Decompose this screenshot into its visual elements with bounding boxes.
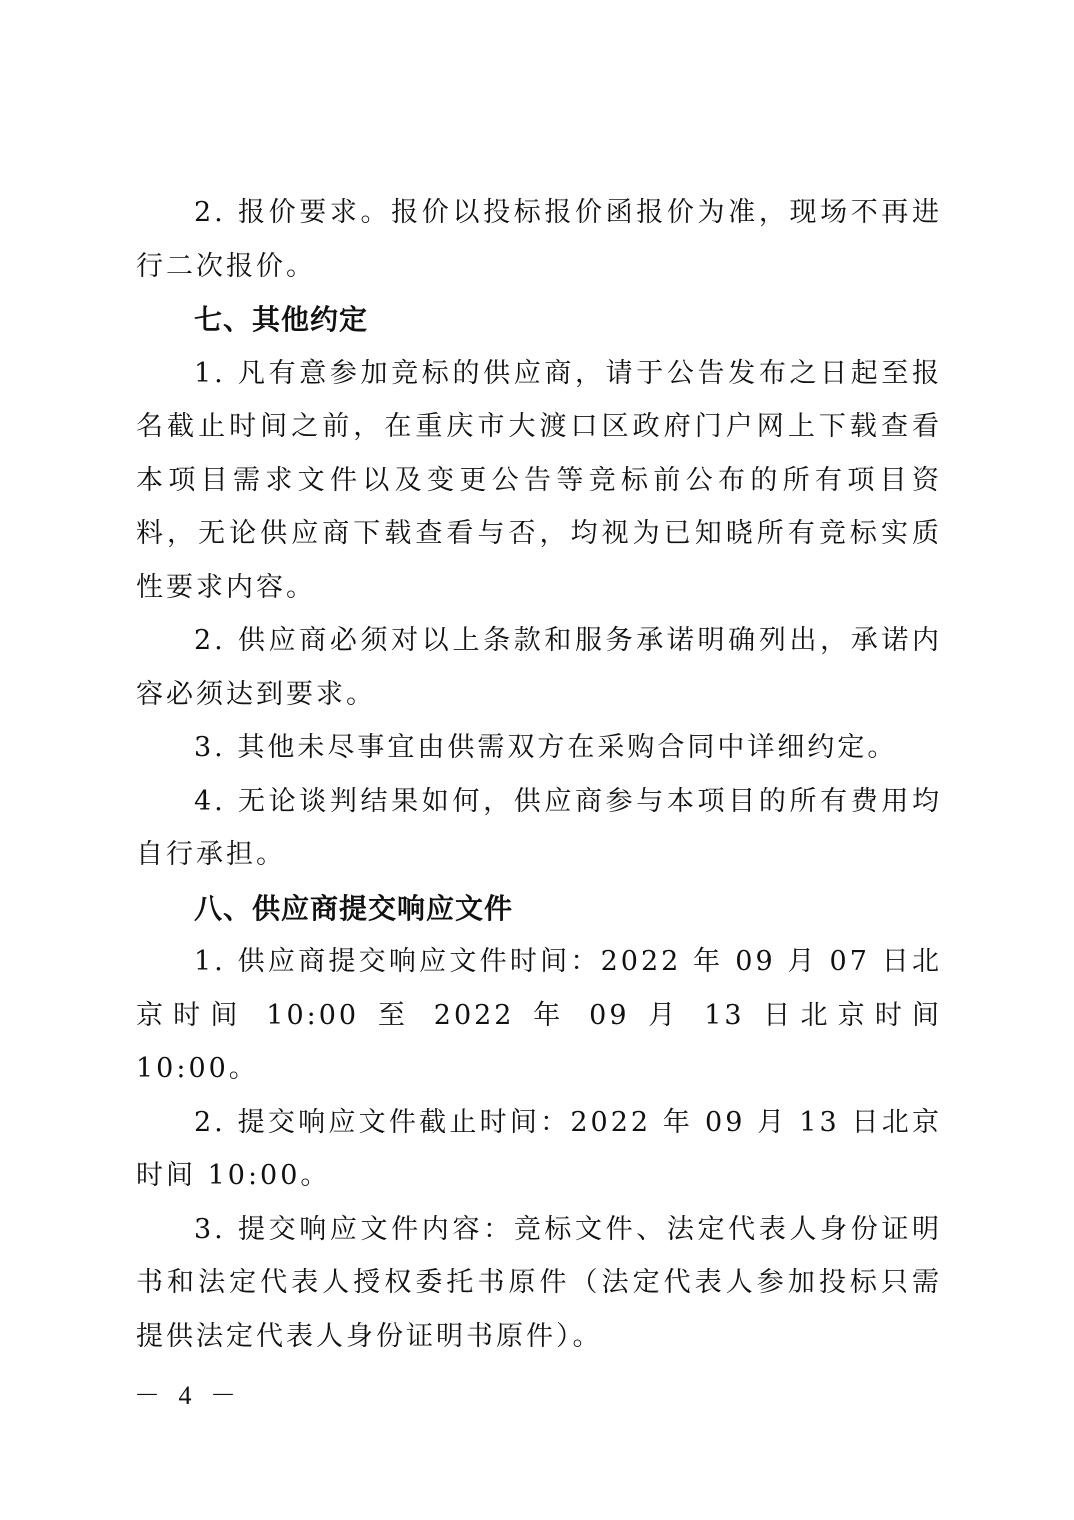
section-heading-submit-response: 八、供应商提交响应文件	[194, 891, 514, 925]
paragraph-service-commitment: 2. 供应商必须对以上条款和服务承诺明确列出，承诺内容必须达到要求。	[136, 625, 942, 710]
paragraph-submission-time: 1. 供应商提交响应文件时间：2022 年 09 月 07 日北京时间 10:00 至 2022 年 09 月 13 日北京时间 10:00。	[136, 946, 942, 1084]
document-body	[136, 186, 942, 1363]
paragraph-submission-contents: 3. 提交响应文件内容：竞标文件、法定代表人身份证明书和法定代表人授权委托书原件（法定代表人参加投标只需提供法定代表人身份证明书原件）。	[136, 1213, 942, 1352]
paragraph-costs-borne: 4. 无论谈判结果如何，供应商参与本项目的所有费用均自行承担。	[136, 785, 942, 870]
paragraph-submission-deadline: 2. 提交响应文件截止时间：2022 年 09 月 13 日北京时间 10:00。	[136, 1106, 942, 1191]
paragraph-quote-requirement: 2. 报价要求。报价以投标报价函报价为准，现场不再进行二次报价。	[136, 197, 942, 282]
section-heading-other-agreements: 七、其他约定	[194, 303, 369, 336]
page-number: － 4 －	[134, 1381, 243, 1410]
paragraph-download-documents: 1. 凡有意参加竞标的供应商，请于公告发布之日起至报名截止时间之前，在重庆市大渡口区政府门户网上下载查看本项目需求文件以及变更公告等竞标前公布的所有项目资料，无论供应商下载查看与否，均视为已知晓所有竞标实质性要求内容。	[136, 357, 942, 603]
paragraph-unspecified-matters: 3. 其他未尽事宜由供需双方在采购合同中详细约定。	[194, 732, 898, 763]
